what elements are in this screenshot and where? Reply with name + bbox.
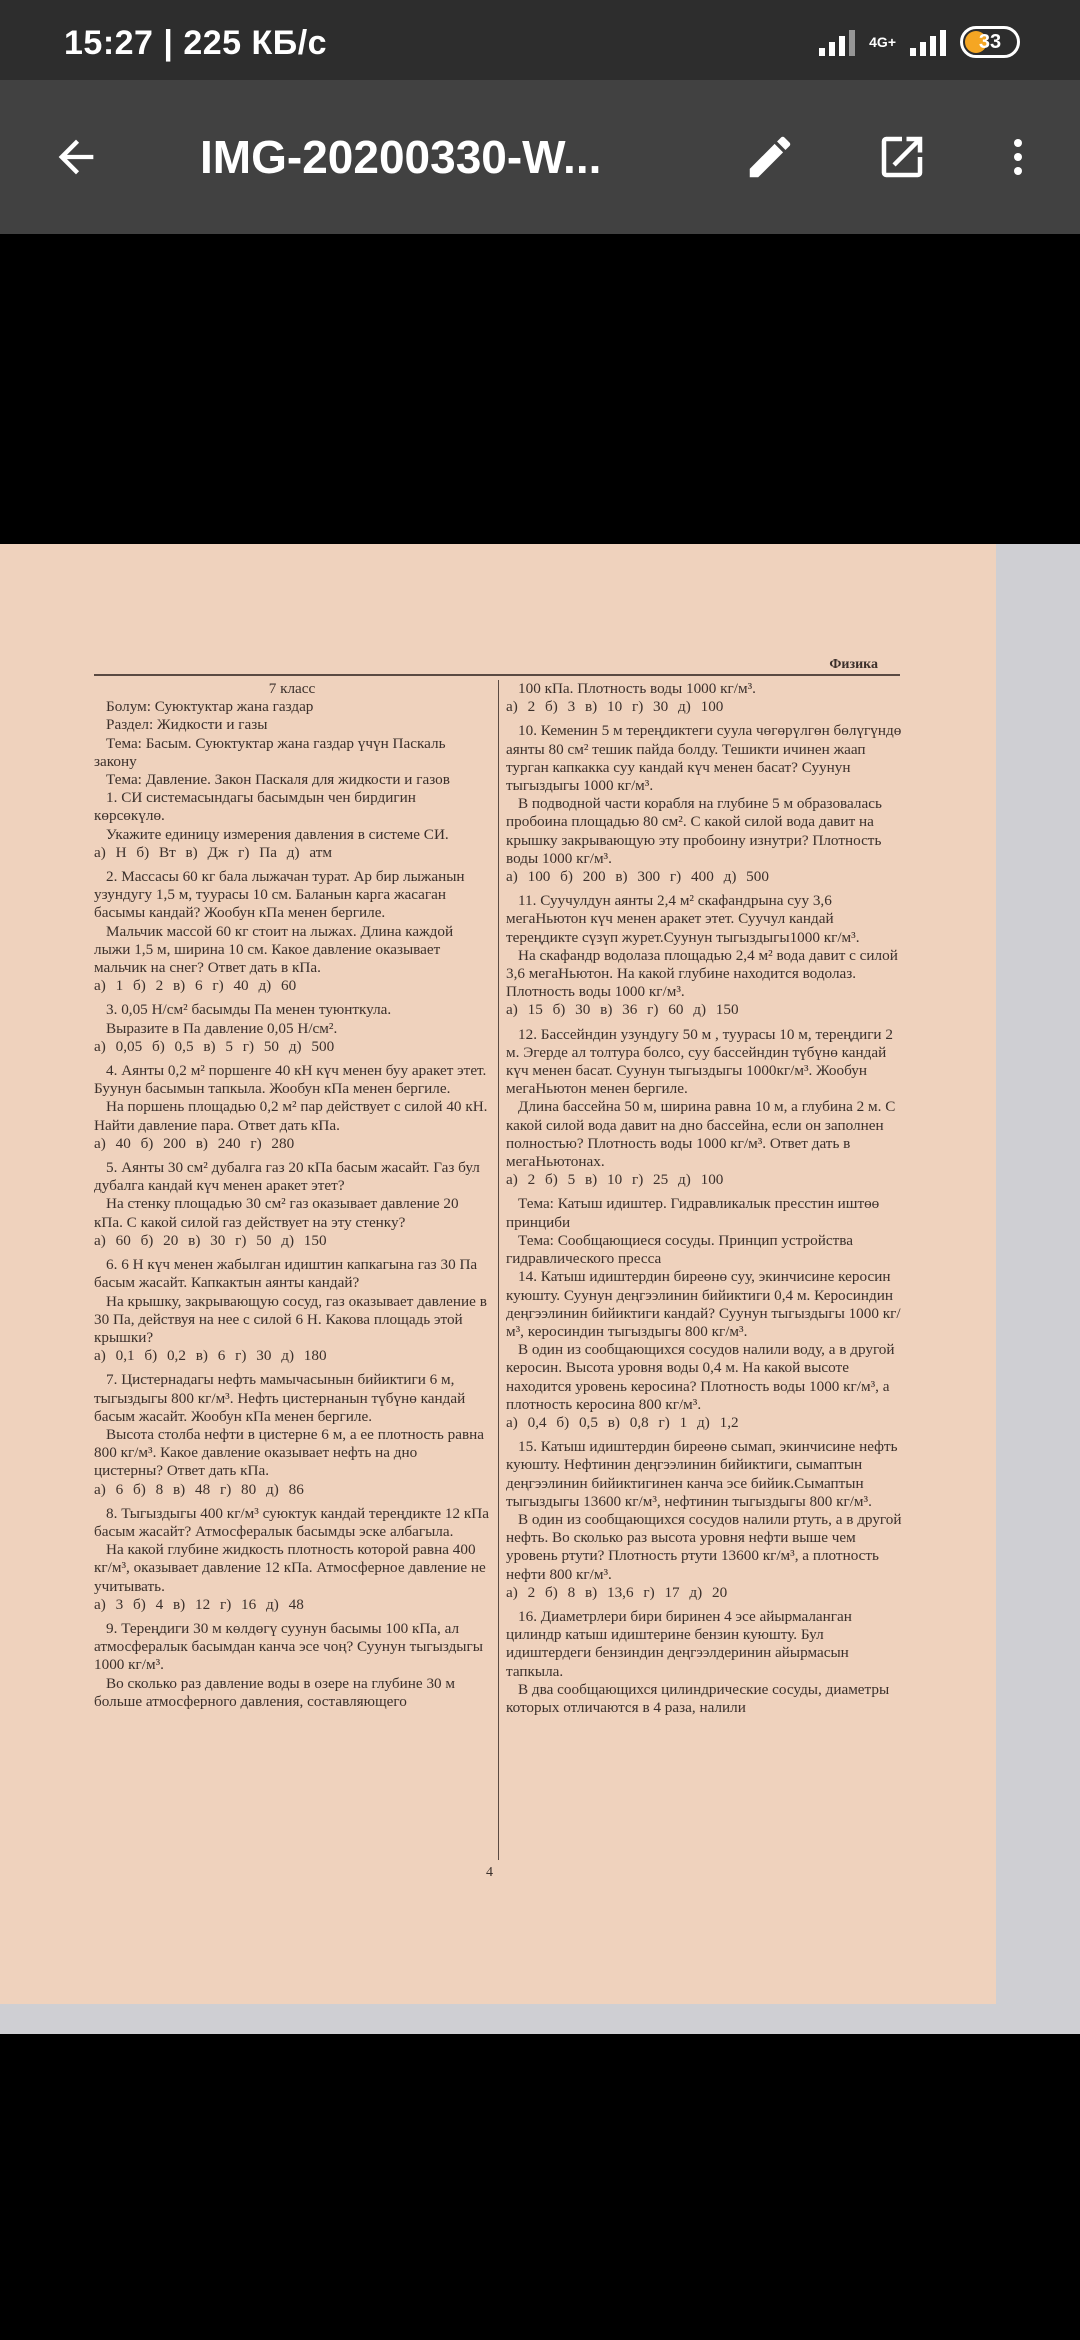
text-line: 11. Суучулдун аянты 2,4 м² скафандрына суу 3,6 мегаНьютон күч менен аракет этет. Суучул кандай тереңдикте сүзүп журет.Суунун тыгыздыгы1000 кг/м³. xyxy=(506,892,860,946)
page-number: 4 xyxy=(486,1865,493,1880)
text-line: Высота столба нефти в цистерне 6 м, а ее плотность равна 800 кг/м³. Какое давление оказывает нефть на дно цистерны? Ответ дать кПа. xyxy=(94,1425,485,1480)
battery-icon xyxy=(960,26,1020,58)
text-line: Выразите в Па давление 0,05 Н/см². xyxy=(106,1019,338,1037)
text-line: 100 кПа. Плотность воды 1000 кг/м³. xyxy=(518,680,756,697)
text-line: В один из сообщающихся сосудов налили воду, а в другой керосин. Высота уровня воды 0,4 м. На какой высоте находится уровень керосина? Плотность воды 1000 кг/м³, а плотность керосина 800 кг/м³. xyxy=(506,1341,895,1413)
open-external-button[interactable] xyxy=(862,117,942,197)
scanned-photo xyxy=(0,544,1080,2034)
app-bar xyxy=(0,80,1080,234)
text-line: а) 40 б) 200 в) 240 г) 280 xyxy=(94,1134,295,1152)
arrow-left-icon xyxy=(50,131,102,183)
text-line: 3. 0,05 Н/см² басымды Па менен туюнткула. xyxy=(106,1001,392,1019)
cell-signal-icon xyxy=(910,28,946,56)
text-line: На стенку площадью 30 см² газ оказывает давление 20 кПа. С какой силой газ действует на эту стенку? xyxy=(94,1195,459,1231)
pencil-icon xyxy=(743,130,797,184)
open-in-new-icon xyxy=(875,130,929,184)
text-line: а) 15 б) 30 в) 36 г) 60 д) 150 xyxy=(506,1001,739,1019)
status-time: 15:27 | 225 КБ/с xyxy=(64,24,328,62)
text-line: а) 3 б) 4 в) 12 г) 16 д) 48 xyxy=(94,1595,304,1613)
text-line: Тема: Катыш идиштер. Гидравликалык пресстин иштөө принциби xyxy=(506,1195,880,1231)
text-line: Тема: Давление. Закон Паскаля для жидкости и газов xyxy=(106,771,450,789)
text-line: а) 2 б) 3 в) 10 г) 30 д) 100 xyxy=(506,698,724,716)
text-line: Тема: Сообщающиеся сосуды. Принцип устройства гидравлического пресса xyxy=(506,1231,853,1268)
column-divider xyxy=(498,680,499,1860)
text-line: 9. Тереңдиги 30 м көлдөгү суунун басымы 100 кПа, ал атмосфералык басымдан канча эсе чоң? Суунун тыгыздыгы 1000 кг/м³. xyxy=(94,1619,483,1674)
text-line: Мальчик массой 60 кг стоит на лыжах. Длина каждой лыжи 1,5 м, ширина 10 см. Какое давление оказывает мальчик на снег? Ответ дать в кПа. xyxy=(94,922,454,977)
header-subject: Физика xyxy=(829,657,878,672)
text-line: 1. СИ системасындагы басымдын чен бирдигин көрсөкүлө. xyxy=(94,789,416,825)
page-header xyxy=(94,654,900,676)
battery-level: 33 xyxy=(978,30,1002,53)
network-type: 4G+ xyxy=(869,34,896,50)
text-line: На какой глубине жидкость плотность которой равна 400 кг/м³, оказывает давление 12 кПа. Атмосферное давление не учитывать. xyxy=(94,1541,486,1595)
text-line: 12. Бассейндин узундугу 50 м , туурасы 10 м, тереңдиги 2 м. Эгерде ал толтура болсо, суу бассейндин түбүнө кандай күч менен басат. Суунун тыгыздыгы 1000кг/м³. Жообун мегаНьютон менен бергиле. xyxy=(506,1025,893,1098)
text-line: На поршень площадью 0,2 м² пар действует с силой 40 кН. Найти давление пара. Ответ дать кПа. xyxy=(94,1098,488,1134)
wifi-signal-icon xyxy=(819,28,855,56)
text-line: а) 0,05 б) 0,5 в) 5 г) 50 д) 500 xyxy=(94,1037,335,1055)
more-vert-icon xyxy=(994,133,1042,181)
file-title: IMG-20200330-W... xyxy=(200,131,602,183)
text-line: 14. Катыш идиштердин биреөнө суу, экинчисине керосин куюшту. Суунун деңгээлинин бийиктиги 0,4 м. Керосиндин деңгээлинин бийиктиги кандай? Суунун тыгыздыгы 1000 кг/м³, керосиндин тыгыздыгы 800 кг/м³. xyxy=(506,1268,901,1340)
text-line: 7. Цистернадагы нефть мамычасынын бийиктиги 6 м, тыгыздыгы 800 кг/м³. Нефть цистернанын түбүнө кандай басым жасайт. Жообун кПа менен бергиле. xyxy=(94,1371,466,1425)
text-line: а) 0,4 б) 0,5 в) 0,8 г) 1 д) 1,2 xyxy=(506,1413,739,1431)
paper-page xyxy=(0,544,996,2004)
text-line: В один из сообщающихся сосудов налили ртуть, а в другой нефть. Во сколько раз высота уровня нефти выше чем уровень ртути? Плотность ртути 13600 кг/м³, а плотность нефти 800 кг/м³. xyxy=(506,1510,902,1583)
text-line: 7 класс xyxy=(268,680,316,697)
text-line: а) 2 б) 8 в) 13,6 г) 17 д) 20 xyxy=(506,1583,728,1601)
text-line: На крышку, закрывающую сосуд, газ оказывает давление в 30 Па, действуя на нее с силой 6 Н. Какова площадь этой крышки? xyxy=(94,1292,487,1346)
status-bar xyxy=(0,0,1080,80)
edit-button[interactable] xyxy=(730,117,810,197)
document-page xyxy=(94,654,900,1894)
text-line: 10. Кеменин 5 м тереңдиктеги суула чөгөрүлгөн бөлүгүндө аянты 80 см² тешик пайда болду. Тешикти ичинен жаап турган капкакка суу кандай күч менен басат? Суунун тыгыздыгы 1000 кг/м³. xyxy=(506,722,902,795)
more-options-button[interactable] xyxy=(978,117,1058,197)
text-line: 6. 6 Н күч менен жабылган идиштин капкагына газ 30 Па басым жасайт. Капкактын аянты кандай? xyxy=(94,1256,478,1292)
status-icons xyxy=(819,20,1020,64)
text-line: Укажите единицу измерения давления в системе СИ. xyxy=(106,825,449,843)
text-line: 16. Диаметрлери бири биринен 4 эсе айырмаланган цилиндр катыш идиштерине бензин куюшту. Бул идиштердеги бензиндин деңгээлдеринин айырмасын тапкыла. xyxy=(506,1607,852,1680)
text-line: а) 2 б) 5 в) 10 г) 25 д) 100 xyxy=(506,1171,724,1189)
right-column xyxy=(506,680,902,1717)
text-line: а) 1 б) 2 в) 6 г) 40 д) 60 xyxy=(94,977,297,995)
text-line: 15. Катыш идиштердин биреөнө сымап, экинчисине нефть куюшту. Нефтинин деңгээлинин бийиктиги, сымаптын деңгээлинин бийиктигинен канча эсе бийик.Сымаптын тыгыздыгы 13600 кг/м³, нефтинин тыгыздыгы 800 кг/м³. xyxy=(506,1438,898,1510)
back-button[interactable] xyxy=(36,117,116,197)
text-line: 5. Аянты 30 см² дубалга газ 20 кПа басым жасайт. Газ бул дубалга кандай күч менен аракет этет? xyxy=(94,1159,480,1195)
text-line: В два сообщающихся цилиндрические сосуды, диаметры которых отличаются в 4 раза, налили xyxy=(506,1680,890,1716)
image-viewer[interactable] xyxy=(0,234,1080,2340)
text-line: 8. Тыгыздыгы 400 кг/м³ суюктук кандай тереңдикте 12 кПа басым жасайт? Атмосфералык басымды эске албагыла. xyxy=(94,1504,489,1540)
text-line: Длина бассейна 50 м, ширина равна 10 м, а глубина 2 м. С какой силой вода давит на дно бассейна, если он заполнен полностью? Плотность воды 1000 кг/м³. Ответ дать в мегаНьютонах. xyxy=(506,1098,896,1171)
text-line: Во сколько раз давление воды в озере на глубине 30 м больше атмосферного давления, составляющего xyxy=(94,1674,456,1710)
text-line: 4. Аянты 0,2 м² поршенге 40 кН күч менен буу аракет этет. Буунун басымын тапкыла. Жообун кПа менен бергиле. xyxy=(94,1062,487,1098)
text-line: Раздел: Жидкости и газы xyxy=(106,716,268,734)
text-line: Тема: Басым. Суюктуктар жана газдар үчүн Паскаль закону xyxy=(94,734,446,770)
text-line: Болум: Суюктуктар жана газдар xyxy=(106,698,314,716)
text-line: 2. Массасы 60 кг бала лыжачан турат. Ар бир лыжанын узундугу 1,5 м, туурасы 10 см. Баланын карга жасаган басымы кандай? Жообун кПа менен бергиле. xyxy=(94,868,465,922)
text-line: а) 6 б) 8 в) 48 г) 80 д) 86 xyxy=(94,1480,304,1498)
text-line: а) Н б) Вт в) Дж г) Па д) атм xyxy=(94,843,332,861)
text-line: а) 60 б) 20 в) 30 г) 50 д) 150 xyxy=(94,1231,327,1249)
text-line: На скафандр водолаза площадью 2,4 м² вода давит с силой 3,6 мегаНьютон. На какой глубине находится водолаз. Плотность воды 1000 кг/м³. xyxy=(506,946,898,1001)
text-line: а) 100 б) 200 в) 300 г) 400 д) 500 xyxy=(506,868,769,886)
text-line: В подводной части корабля на глубине 5 м образовалась пробоина площадью 80 см². С какой силой вода давит на крышку закрывающую эту пробоину изнутри? Плотность воды 1000 кг/м³. xyxy=(506,795,882,867)
text-line: а) 0,1 б) 0,2 в) 6 г) 30 д) 180 xyxy=(94,1347,327,1365)
left-column xyxy=(94,680,490,1711)
